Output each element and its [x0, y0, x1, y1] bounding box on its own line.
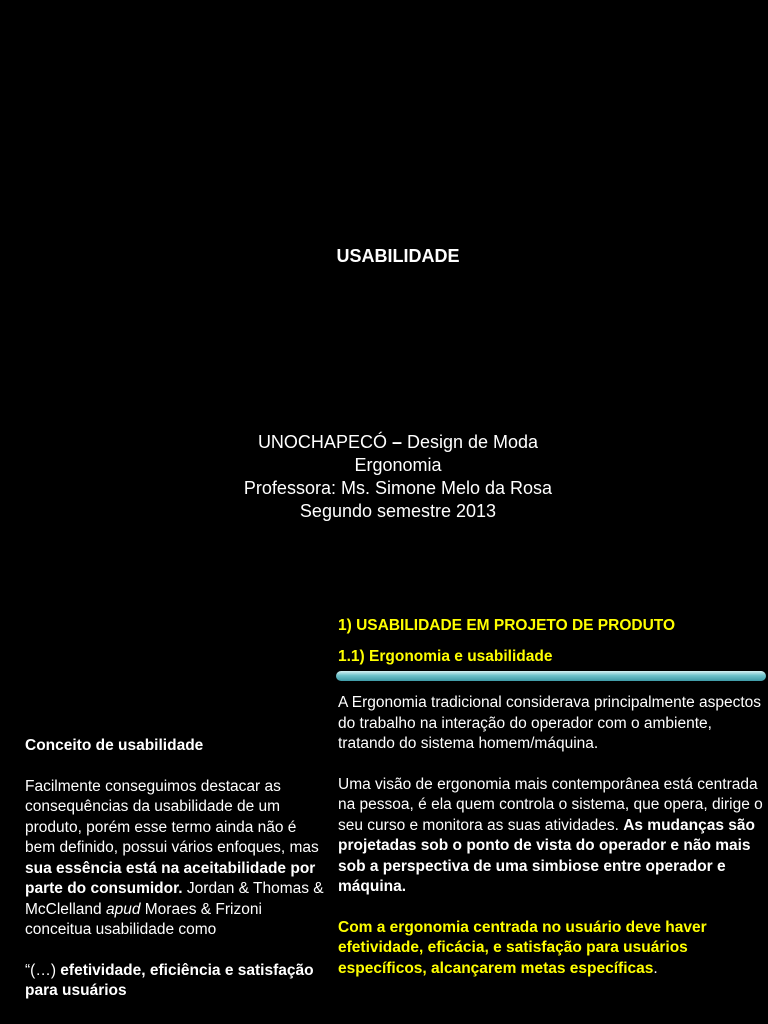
left-para-italic: apud	[105, 900, 141, 918]
paragraph-2-plain: Uma visão de ergonomia mais contemporânea está centrada na pessoa, é ela quem controla o sistema, que opera, dirige o seu curso e monitora as suas atividades.	[338, 775, 763, 834]
quote-open: “(…)	[25, 961, 61, 979]
left-para-bold: sua essência está na aceitabilidade por parte do consumidor.	[25, 859, 316, 897]
course: Design de Moda	[406, 432, 539, 452]
institution: UNOCHAPECÓ	[257, 432, 387, 452]
paragraph-2-bold: As mudanças são projetadas sob o ponto de vista do operador e não mais sob a perspectiva de uma simbiose entre operador e máquina.	[338, 816, 755, 895]
slide-title: USABILIDADE	[336, 246, 460, 266]
quote-bold: efetividade, eficiência e satisfação para usuários	[25, 961, 314, 999]
left-para-plain: Facilmente conseguimos destacar as consequências da usabilidade de um produto, porém esse termo ainda não é bem definido, possui vários enfoques, mas	[25, 777, 319, 856]
paragraph-usability-concept	[25, 777, 325, 941]
right-column	[338, 616, 763, 979]
paragraph-traditional-ergonomics: A Ergonomia tradicional considerava principalmente aspectos do trabalho na interação do operador com o ambiente, tratando do sistema homem/máquina.	[338, 694, 762, 752]
paragraph-3-yellow: Com a ergonomia centrada no usuário deve haver efetividade, eficácia, e satisfação para usuários específicos, alcançarem metas específicas	[338, 918, 707, 977]
left-column	[25, 736, 325, 1022]
professor: Professora: Ms. Simone Melo da Rosa	[243, 478, 553, 498]
paragraph-3-end: .	[653, 959, 658, 977]
heading-section-1-1: 1.1) Ergonomia e usabilidade	[338, 647, 553, 665]
course-line	[0, 431, 768, 454]
heading-section-1: 1) USABILIDADE EM PROJETO DE PRODUTO	[338, 617, 676, 634]
dash: –	[386, 432, 407, 452]
left-para-after: Jordan & Thomas & McClelland	[25, 880, 324, 918]
quote-paragraph	[25, 961, 325, 1002]
left-para-end: Moraes & Frizoni conceitua usabilidade como	[25, 900, 262, 938]
paragraph-user-centered	[338, 918, 763, 980]
cover-info	[0, 431, 768, 523]
left-heading: Conceito de usabilidade	[25, 737, 204, 754]
semester: Segundo semestre 2013	[299, 501, 497, 521]
subject: Ergonomia	[354, 455, 442, 475]
paragraph-contemporary-ergonomics	[338, 775, 763, 898]
divider-bar	[336, 671, 766, 681]
